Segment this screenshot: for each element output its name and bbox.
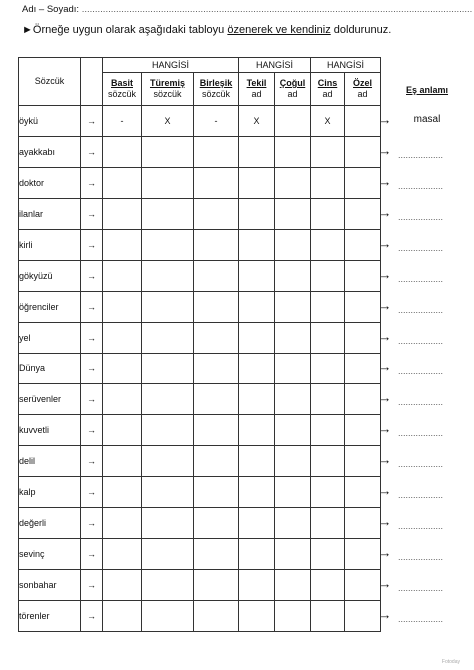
- answer-cell[interactable]: [311, 353, 345, 384]
- answer-cell[interactable]: [239, 508, 275, 539]
- answer-cell[interactable]: [142, 353, 194, 384]
- name-line: [22, 4, 472, 15]
- column-header-2: [194, 73, 239, 106]
- arrow-icon: →: [378, 514, 392, 530]
- answer-cell[interactable]: [345, 539, 381, 570]
- arrow-icon: →: [378, 576, 392, 592]
- arrow-icon: →: [81, 539, 103, 570]
- arrow-icon: →: [81, 508, 103, 539]
- answer-cell[interactable]: [275, 539, 311, 570]
- answer-cell[interactable]: [194, 570, 239, 601]
- answer-cell[interactable]: [275, 353, 311, 384]
- word-cell: ilanlar: [19, 198, 81, 229]
- answer-cell[interactable]: [345, 198, 381, 229]
- table-row: [19, 446, 394, 477]
- arrow-icon: →: [81, 446, 103, 477]
- arrow-icon: →: [378, 235, 392, 251]
- answer-cell[interactable]: [311, 260, 345, 291]
- answer-cell[interactable]: [275, 384, 311, 415]
- table-row: [19, 353, 394, 384]
- column-header-top: Tekil: [246, 78, 267, 88]
- table-row: [19, 322, 394, 353]
- arrow-icon: →: [378, 173, 392, 189]
- answer-cell[interactable]: [142, 570, 194, 601]
- arrow-icon: →: [378, 607, 392, 622]
- arrow-icon: →: [81, 353, 103, 384]
- example-value-cell: [275, 106, 311, 137]
- example-row: [19, 106, 394, 137]
- group-header-noun-type: HANGİSİ: [311, 58, 381, 73]
- example-value-cell: -: [103, 106, 142, 137]
- worksheet-table: [18, 57, 394, 632]
- answer-cell[interactable]: [345, 229, 381, 260]
- arrow-icon: →: [81, 229, 103, 260]
- answer-cell[interactable]: [103, 539, 142, 570]
- answer-cell[interactable]: [142, 260, 194, 291]
- arrow-icon: →: [81, 291, 103, 322]
- answer-cell[interactable]: [345, 136, 381, 167]
- word-cell: serüvenler: [19, 384, 81, 415]
- arrow-icon: →: [81, 570, 103, 601]
- arrow-icon: →: [81, 198, 103, 229]
- word-header: Sözcük: [19, 58, 81, 106]
- column-header-top: Çoğul: [279, 78, 306, 88]
- answer-cell[interactable]: [142, 539, 194, 570]
- answer-cell[interactable]: [239, 539, 275, 570]
- answer-cell[interactable]: [275, 477, 311, 508]
- answer-cell[interactable]: [311, 601, 345, 632]
- answer-cell[interactable]: [142, 291, 194, 322]
- table-row: [19, 508, 394, 539]
- meaning-blank[interactable]: ..................: [398, 149, 444, 160]
- answer-cell[interactable]: [311, 136, 345, 167]
- word-cell: sonbahar: [19, 570, 81, 601]
- table-row: [19, 415, 394, 446]
- arrow-header-cell: [81, 58, 103, 106]
- answer-cell[interactable]: [194, 539, 239, 570]
- answer-cell[interactable]: [345, 601, 381, 632]
- meaning-blank[interactable]: ..................: [398, 459, 444, 470]
- answer-cell[interactable]: [239, 322, 275, 353]
- meaning-blank[interactable]: ..................: [398, 552, 444, 563]
- table-row: [19, 291, 394, 322]
- meaning-blank[interactable]: ..................: [398, 583, 444, 594]
- column-header-bottom: sözcük: [107, 89, 136, 99]
- answer-cell[interactable]: [194, 198, 239, 229]
- answer-cell[interactable]: [275, 260, 311, 291]
- word-cell: kirli: [19, 229, 81, 260]
- answer-cell[interactable]: [142, 322, 194, 353]
- answer-cell[interactable]: [103, 508, 142, 539]
- answer-cell[interactable]: [275, 446, 311, 477]
- column-header-bottom: ad: [357, 89, 368, 99]
- meaning-blank[interactable]: ..................: [398, 521, 444, 532]
- answer-cell[interactable]: [345, 570, 381, 601]
- answer-cell[interactable]: [142, 167, 194, 198]
- column-header-bottom: ad: [287, 89, 298, 99]
- answer-cell[interactable]: [311, 570, 345, 601]
- instruction-pre: Örneğe uygun olarak aşağıdaki tabloyu: [32, 24, 228, 36]
- word-cell: kuvvetli: [19, 415, 81, 446]
- word-cell: öykü: [19, 106, 81, 137]
- example-value-cell: [345, 106, 381, 137]
- name-dots[interactable]: ....................................................................................................................................................: [81, 4, 473, 15]
- answer-cell[interactable]: [239, 477, 275, 508]
- answer-cell[interactable]: [345, 322, 381, 353]
- name-label: Adı – Soyadı:: [22, 4, 80, 15]
- meaning-blank[interactable]: ..................: [398, 180, 444, 191]
- answer-cell[interactable]: [239, 198, 275, 229]
- answer-cell[interactable]: [142, 601, 194, 632]
- answer-cell[interactable]: [275, 167, 311, 198]
- arrow-icon: →: [81, 136, 103, 167]
- answer-cell[interactable]: [239, 291, 275, 322]
- column-header-6: [345, 73, 381, 106]
- arrow-icon: →: [81, 601, 103, 632]
- table-row: [19, 260, 394, 291]
- answer-cell[interactable]: [239, 260, 275, 291]
- answer-cell[interactable]: [103, 260, 142, 291]
- answer-cell[interactable]: [239, 570, 275, 601]
- arrow-icon: →: [378, 142, 392, 158]
- arrow-icon: →: [378, 111, 392, 127]
- table-row: [19, 198, 394, 229]
- column-header-top: Türemiş: [149, 78, 185, 88]
- answer-cell[interactable]: [311, 477, 345, 508]
- example-value-cell: -: [194, 106, 239, 137]
- word-cell: kalp: [19, 477, 81, 508]
- column-header-top: Özel: [353, 78, 373, 88]
- answer-cell[interactable]: [142, 229, 194, 260]
- table-row: [19, 384, 394, 415]
- column-header-bottom: ad: [251, 89, 262, 99]
- answer-cell[interactable]: [194, 322, 239, 353]
- answer-cell[interactable]: [345, 384, 381, 415]
- instruction: [22, 24, 391, 36]
- answer-cell[interactable]: [311, 291, 345, 322]
- answer-cell[interactable]: [275, 136, 311, 167]
- answer-cell[interactable]: [194, 508, 239, 539]
- answer-cell[interactable]: [194, 353, 239, 384]
- meaning-blank[interactable]: ..................: [398, 211, 444, 222]
- answer-cell[interactable]: [345, 260, 381, 291]
- meaning-blank[interactable]: ..................: [398, 397, 444, 408]
- answer-cell[interactable]: [103, 477, 142, 508]
- column-header-4: [275, 73, 311, 106]
- table-row: [19, 601, 394, 632]
- meaning-blank[interactable]: ..................: [398, 428, 444, 439]
- answer-cell[interactable]: [345, 167, 381, 198]
- arrow-icon: →: [81, 477, 103, 508]
- answer-cell[interactable]: [103, 291, 142, 322]
- meaning-blank[interactable]: ..................: [398, 614, 444, 624]
- table-row: [19, 477, 394, 508]
- arrow-icon: →: [378, 297, 392, 313]
- answer-cell[interactable]: [142, 136, 194, 167]
- answer-cell[interactable]: [194, 229, 239, 260]
- answer-cell[interactable]: [103, 353, 142, 384]
- column-header-top: Basit: [110, 78, 133, 88]
- example-value-cell: X: [239, 106, 275, 137]
- meaning-blank[interactable]: ..................: [398, 242, 444, 253]
- column-header-5: [311, 73, 345, 106]
- answer-cell[interactable]: [142, 415, 194, 446]
- answer-cell[interactable]: [194, 136, 239, 167]
- instruction-post: doldurunuz.: [330, 24, 392, 36]
- column-header-0: [103, 73, 142, 106]
- answer-cell[interactable]: [345, 353, 381, 384]
- answer-cell[interactable]: [103, 384, 142, 415]
- answer-cell[interactable]: [239, 415, 275, 446]
- answer-cell[interactable]: [239, 136, 275, 167]
- answer-cell[interactable]: [275, 198, 311, 229]
- answer-cell[interactable]: [275, 322, 311, 353]
- answer-cell[interactable]: [275, 570, 311, 601]
- answer-cell[interactable]: [239, 167, 275, 198]
- column-header-top: Cins: [317, 78, 338, 88]
- arrow-icon: →: [378, 390, 392, 406]
- column-header-bottom: ad: [322, 89, 333, 99]
- answer-cell[interactable]: [239, 353, 275, 384]
- answer-cell[interactable]: [142, 198, 194, 229]
- answer-cell[interactable]: [311, 508, 345, 539]
- answer-cell[interactable]: [142, 508, 194, 539]
- word-cell: doktor: [19, 167, 81, 198]
- arrow-icon: →: [378, 328, 392, 344]
- column-header-3: [239, 73, 275, 106]
- arrow-icon: →: [378, 545, 392, 561]
- answer-cell[interactable]: [103, 136, 142, 167]
- arrow-icon: →: [378, 359, 392, 375]
- arrow-icon: →: [378, 266, 392, 282]
- column-header-bottom: sözcük: [153, 89, 182, 99]
- meaning-blank[interactable]: ..................: [398, 304, 444, 315]
- arrow-icon: →: [378, 421, 392, 437]
- word-cell: ayakkabı: [19, 136, 81, 167]
- arrow-icon: →: [378, 204, 392, 220]
- answer-cell[interactable]: [103, 167, 142, 198]
- watermark: Fotoday: [441, 659, 460, 665]
- answer-cell[interactable]: [103, 570, 142, 601]
- arrow-icon: →: [81, 384, 103, 415]
- arrow-icon: →: [81, 167, 103, 198]
- answer-cell[interactable]: [239, 229, 275, 260]
- answer-cell[interactable]: [142, 477, 194, 508]
- arrow-icon: →: [81, 415, 103, 446]
- group-header-number: HANGİSİ: [239, 58, 311, 73]
- answer-cell[interactable]: [103, 446, 142, 477]
- answer-cell[interactable]: [345, 415, 381, 446]
- answer-cell[interactable]: [345, 477, 381, 508]
- meaning-blank[interactable]: ..................: [398, 490, 444, 501]
- answer-cell[interactable]: [275, 229, 311, 260]
- example-meaning: masal: [413, 113, 441, 125]
- answer-cell[interactable]: [311, 167, 345, 198]
- answer-cell[interactable]: [142, 446, 194, 477]
- answer-cell[interactable]: [311, 539, 345, 570]
- answer-cell[interactable]: [311, 384, 345, 415]
- answer-cell[interactable]: [194, 446, 239, 477]
- spacer-cell: [381, 58, 394, 106]
- arrow-icon: →: [378, 483, 392, 499]
- answer-cell[interactable]: [142, 384, 194, 415]
- answer-cell[interactable]: [194, 601, 239, 632]
- instruction-underlined: özenerek ve kendiniz: [227, 24, 331, 36]
- meaning-header: Eş anlamı: [406, 85, 449, 95]
- word-cell: yel: [19, 322, 81, 353]
- word-cell: delil: [19, 446, 81, 477]
- meaning-blank[interactable]: ..................: [398, 366, 444, 377]
- meaning-blank[interactable]: ..................: [398, 273, 444, 284]
- answer-cell[interactable]: [311, 198, 345, 229]
- answer-cell[interactable]: [194, 415, 239, 446]
- group-header-word-type: HANGİSİ: [103, 58, 239, 73]
- word-cell: gökyüzü: [19, 260, 81, 291]
- answer-cell[interactable]: [275, 291, 311, 322]
- answer-cell[interactable]: [275, 508, 311, 539]
- answer-cell[interactable]: [103, 415, 142, 446]
- arrow-icon: →: [81, 106, 103, 137]
- word-cell: törenler: [19, 601, 81, 632]
- answer-cell[interactable]: [311, 322, 345, 353]
- column-header-1: [142, 73, 194, 106]
- answer-cell[interactable]: [103, 198, 142, 229]
- word-cell: değerli: [19, 508, 81, 539]
- answer-cell[interactable]: [345, 446, 381, 477]
- arrow-icon: →: [81, 322, 103, 353]
- instruction-marker: ►: [22, 24, 33, 36]
- answer-cell[interactable]: [345, 508, 381, 539]
- answer-cell[interactable]: [194, 167, 239, 198]
- answer-cell[interactable]: [275, 601, 311, 632]
- answer-cell[interactable]: [275, 415, 311, 446]
- answer-cell[interactable]: [239, 446, 275, 477]
- table-row: [19, 167, 394, 198]
- arrow-icon: →: [81, 260, 103, 291]
- answer-cell[interactable]: [311, 415, 345, 446]
- example-value-cell: X: [142, 106, 194, 137]
- word-cell: sevinç: [19, 539, 81, 570]
- answer-cell[interactable]: [194, 384, 239, 415]
- answer-cell[interactable]: [239, 384, 275, 415]
- answer-cell[interactable]: [239, 601, 275, 632]
- example-value-cell: X: [311, 106, 345, 137]
- answer-cell[interactable]: [194, 291, 239, 322]
- column-header-bottom: sözcük: [201, 89, 230, 99]
- table-row: [19, 136, 394, 167]
- answer-cell[interactable]: [103, 322, 142, 353]
- table-row: [19, 570, 394, 601]
- table-row: [19, 539, 394, 570]
- answer-cell[interactable]: [311, 229, 345, 260]
- column-header-top: Birleşik: [199, 78, 233, 88]
- answer-cell[interactable]: [194, 477, 239, 508]
- meaning-blank[interactable]: ..................: [398, 335, 444, 346]
- word-cell: Dünya: [19, 353, 81, 384]
- table-row: [19, 229, 394, 260]
- answer-cell[interactable]: [103, 601, 142, 632]
- answer-cell[interactable]: [345, 291, 381, 322]
- answer-cell[interactable]: [311, 446, 345, 477]
- word-cell: öğrenciler: [19, 291, 81, 322]
- answer-cell[interactable]: [194, 260, 239, 291]
- arrow-icon: →: [378, 452, 392, 468]
- answer-cell[interactable]: [103, 229, 142, 260]
